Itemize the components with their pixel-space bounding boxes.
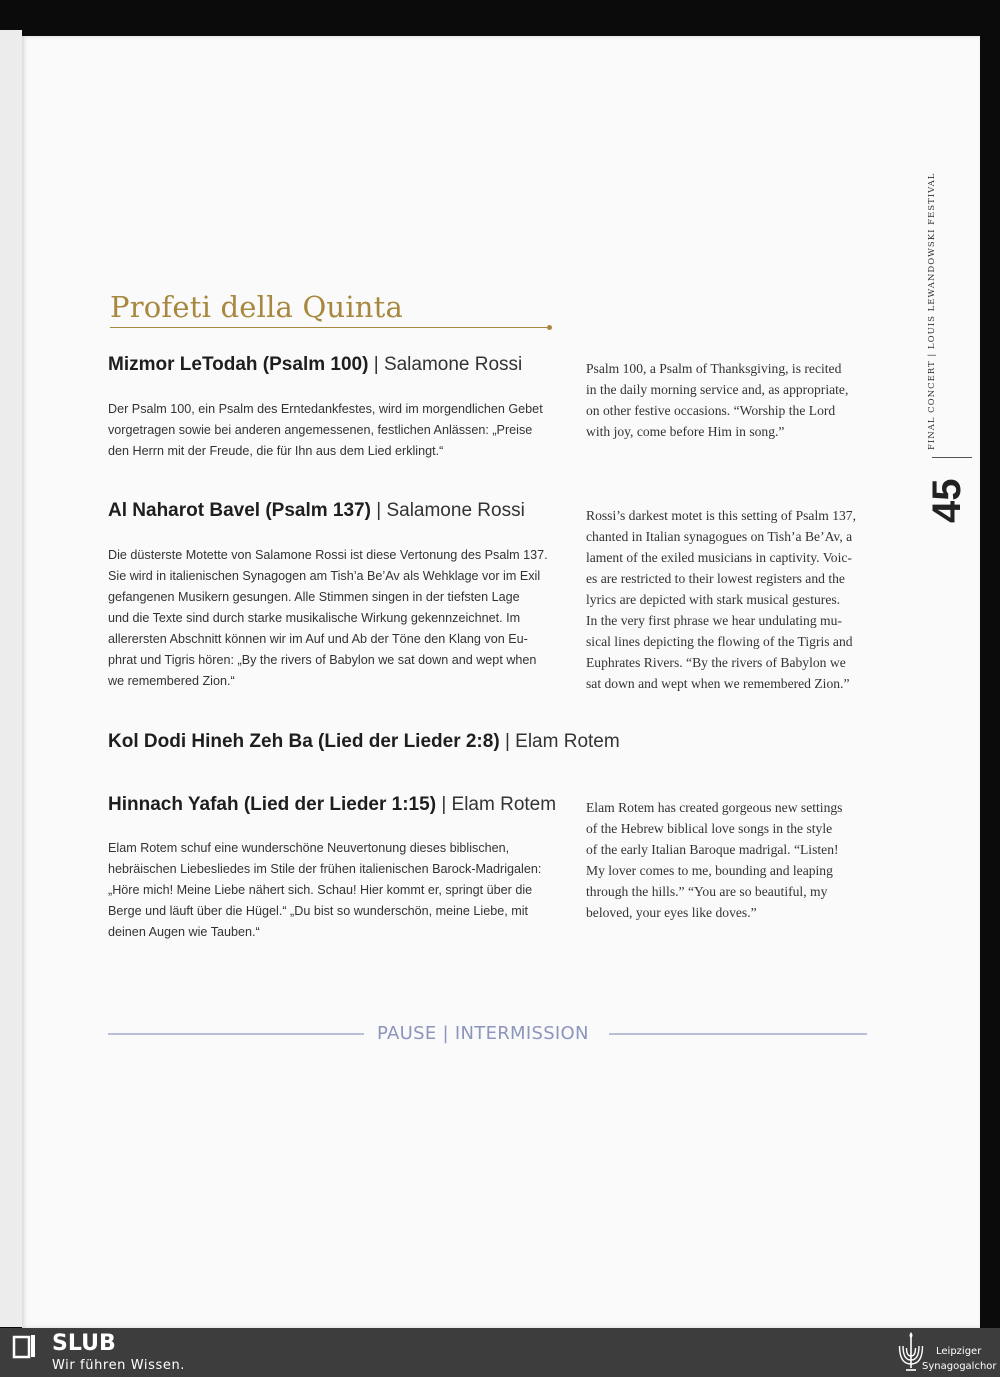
piece-composer: Elam Rotem — [451, 794, 557, 815]
english-text — [586, 797, 874, 923]
german-text — [108, 545, 558, 692]
library-brand: SLUB — [52, 1331, 116, 1356]
piece-separator: | — [373, 354, 379, 375]
pause-label: PAUSE | INTERMISSION — [377, 1023, 589, 1044]
previous-page-edge — [0, 30, 22, 1327]
piece-title: Hinnach Yafah (Lied der Lieder 1:15) — [108, 794, 437, 815]
pause-rule-right — [609, 1033, 867, 1035]
piece-heading — [108, 731, 620, 753]
piece-title: Kol Dodi Hineh Zeh Ba (Lied der Lieder 2:8) — [108, 731, 500, 752]
text-line: chanted in Italian synagogues on Tish’a Be’Av, a — [586, 529, 853, 544]
text-line: lament of the exiled musicians in captivity. Voic- — [586, 550, 852, 565]
menorah-logo-icon — [898, 1330, 924, 1372]
text-line: und die Texte sind durch starke musikalische Wirkung gekennzeichnet. Im — [108, 611, 521, 625]
text-line: through the hills.” “You are so beautiful, my — [586, 884, 828, 899]
german-text — [108, 838, 558, 943]
piece-heading — [108, 354, 522, 376]
text-line: allerersten Abschnitt können wir im Auf und Ab der Töne den Klang von Eu- — [108, 632, 528, 646]
text-line: hebräischen Liebesliedes im Stile der frühen italienischen Barock-Madrigalen: — [108, 862, 542, 876]
festival-running-head: FINAL CONCERT | LOUIS LEWANDOWSKI FESTIVAL — [927, 172, 937, 450]
text-line: In the very first phrase we hear undulating mu- — [586, 613, 842, 628]
piece-composer: Salamone Rossi — [383, 354, 523, 375]
piece-title: Mizmor LeTodah (Psalm 100) — [108, 354, 369, 375]
text-line: Euphrates Rivers. “By the rivers of Babylon we — [586, 655, 846, 670]
text-line: My lover comes to me, bounding and leaping — [586, 863, 833, 878]
text-line: Psalm 100, a Psalm of Thanksgiving, is recited — [586, 361, 842, 376]
text-line: „Höre mich! Meine Liebe nähert sich. Schau! Hier kommt er, springt über die — [108, 883, 533, 897]
title-underline-dot — [547, 325, 552, 330]
piece-separator: | — [376, 500, 382, 521]
piece-title: Al Naharot Bavel (Psalm 137) — [108, 500, 371, 521]
english-text — [586, 505, 874, 694]
text-line: phrat und Tigris hören: „By the rivers of Babylon we sat down and wept when — [108, 653, 537, 667]
text-line: es are restricted to their lowest registers and the — [586, 571, 845, 586]
text-line: on other festive occasions. “Worship the Lord — [586, 403, 836, 418]
partner-name-line1: Leipziger — [936, 1346, 982, 1357]
pause-rule-left — [108, 1033, 364, 1035]
piece-separator: | — [441, 794, 447, 815]
slub-logo-icon — [12, 1333, 38, 1359]
page-number: 45 — [925, 478, 969, 523]
piece-separator: | — [504, 731, 510, 752]
title-underline — [110, 327, 550, 328]
text-line: sat down and wept when we remembered Zion.” — [586, 676, 850, 691]
text-line: Die düsterste Motette von Salamone Rossi ist diese Vertonung des Psalm 137. — [108, 548, 548, 562]
text-line: den Herrn mit der Freude, die für Ihn aus dem Lied erklingt.“ — [108, 444, 444, 458]
text-line: Elam Rotem schuf eine wunderschöne Neuvertonung dieses biblischen, — [108, 841, 510, 855]
piece-composer: Elam Rotem — [515, 731, 620, 752]
text-line: lyrics are depicted with stark musical gestures. — [586, 592, 841, 607]
german-text — [108, 399, 558, 462]
text-line: with joy, come before Him in song.” — [586, 424, 785, 439]
text-line: beloved, your eyes like doves.” — [586, 905, 757, 920]
text-line: Berge und läuft über die Hügel.“ „Du bist so wunderschön, meine Liebe, mit — [108, 904, 529, 918]
text-line: Rossi’s darkest motet is this setting of Psalm 137, — [586, 508, 856, 523]
text-line: Sie wird in italienischen Synagogen am Tish’a Be’Av als Wehklage vor im Exil — [108, 569, 541, 583]
text-line: deinen Augen wie Tauben.“ — [108, 925, 260, 939]
text-line: of the Hebrew biblical love songs in the style — [586, 821, 833, 836]
text-line: in the daily morning service and, as appropriate, — [586, 382, 849, 397]
text-line: vorgetragen sowie bei anderen angemessenen, festlichen Anlässen: „Preise — [108, 423, 533, 437]
text-line: Der Psalm 100, ein Psalm des Erntedankfestes, wird im morgendlichen Gebet — [108, 402, 543, 416]
partner-name-line2: Synagogalchor — [922, 1361, 997, 1372]
piece-composer: Salamone Rossi — [386, 500, 525, 521]
english-text — [586, 358, 874, 442]
piece-heading — [108, 794, 556, 816]
piece-heading — [108, 500, 525, 522]
text-line: gefangenen Musikern gesungen. Alle Stimmen singen in der tiefsten Lage — [108, 590, 520, 604]
text-line: we remembered Zion.“ — [108, 674, 235, 688]
section-title: Profeti della Quinta — [110, 290, 404, 324]
library-tagline: Wir führen Wissen. — [52, 1358, 186, 1373]
running-head-divider — [932, 457, 972, 458]
text-line: of the early Italian Baroque madrigal. “Listen! — [586, 842, 839, 857]
text-line: sical lines depicting the flowing of the Tigris and — [586, 634, 853, 649]
text-line: Elam Rotem has created gorgeous new settings — [586, 800, 843, 815]
